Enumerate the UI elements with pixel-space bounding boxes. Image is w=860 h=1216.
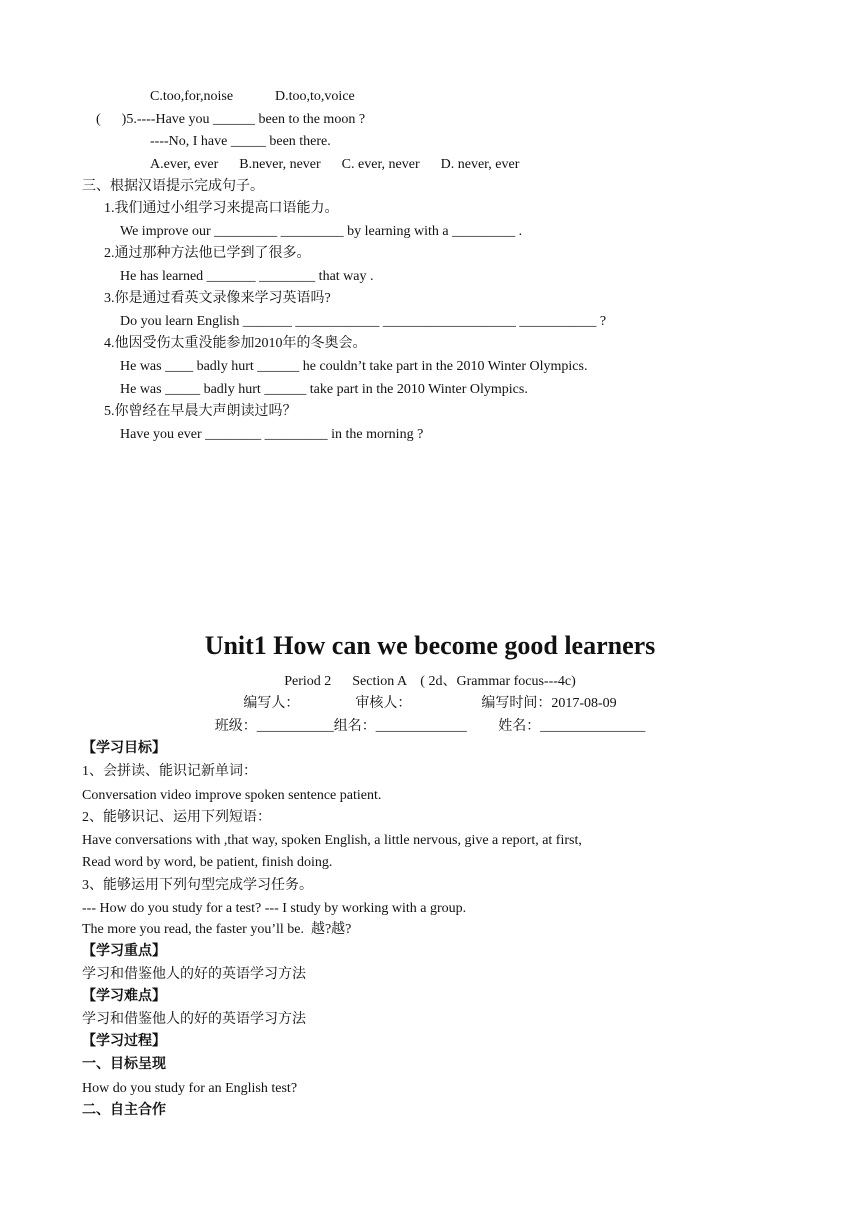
sentence2-chinese: 2.通过那种方法他已学到了很多。 bbox=[104, 246, 311, 261]
goal-2-phrases-1: Have conversations with ,that way, spoken English, a little nervous, give a report, at first, bbox=[82, 833, 582, 848]
sentence4-english-2: He was _____ badly hurt ______ take part in the 2010 Winter Olympics. bbox=[120, 382, 528, 397]
section3-heading: 三、根据汉语提示完成句子。 bbox=[82, 179, 264, 194]
process-step-2-heading: 二、自主合作 bbox=[82, 1103, 166, 1118]
process-heading: 【学习过程】 bbox=[82, 1034, 166, 1049]
sentence2-english: He has learned _______ ________ that way . bbox=[120, 269, 374, 284]
goal-3-sentence-2: The more you read, the faster you’ll be. 越?越? bbox=[82, 922, 352, 937]
unit-title: Unit1 How can we become good learners bbox=[204, 631, 656, 660]
period-line: Period 2 Section A ( 2d、Grammar focus---4c) bbox=[284, 674, 576, 689]
goal-3: 3、能够运用下列句型完成学习任务。 bbox=[82, 878, 313, 893]
process-step-1-text: How do you study for an English test? bbox=[82, 1081, 298, 1096]
goal-3-sentence-1: --- How do you study for a test? --- I study by working with a group. bbox=[82, 901, 467, 916]
process-step-1-heading: 一、目标呈现 bbox=[82, 1057, 166, 1072]
sentence4-english-1: He was ____ badly hurt ______ he couldn’t take part in the 2010 Winter Olympics. bbox=[120, 359, 588, 374]
sentence3-chinese: 3.你是通过看英文录像来学习英语吗? bbox=[104, 291, 331, 306]
goal-1: 1、会拼读、能识记新单词： bbox=[82, 764, 257, 779]
goal-2: 2、能够识记、运用下列短语： bbox=[82, 810, 271, 825]
q5-options: A.ever, ever B.never, never C. ever, never D. never, ever bbox=[150, 157, 520, 172]
difficulties-heading: 【学习难点】 bbox=[82, 989, 166, 1004]
key-points-text: 学习和借鉴他人的好的英语学习方法 bbox=[82, 967, 306, 982]
sentence5-english: Have you ever ________ _________ in the morning ? bbox=[120, 427, 424, 442]
q4-options-c-d: C.too,for,noise D.too,to,voice bbox=[150, 89, 355, 104]
sentence1-english: We improve our _________ _________ by learning with a _________ . bbox=[120, 224, 523, 239]
goal-1-words: Conversation video improve spoken sentence patient. bbox=[82, 788, 382, 803]
key-points-heading: 【学习重点】 bbox=[82, 944, 166, 959]
sentence3-english: Do you learn English _______ ____________ ___________________ ___________ ? bbox=[120, 314, 607, 329]
goals-heading: 【学习目标】 bbox=[82, 741, 166, 756]
authors-line: 编写人： 审核人： 编写时间：2017-08-09 bbox=[243, 696, 617, 711]
q5-answer: ----No, I have _____ been there. bbox=[150, 134, 331, 149]
difficulties-text: 学习和借鉴他人的好的英语学习方法 bbox=[82, 1012, 306, 1027]
class-line: 班级：___________组名：_____________ 姓名：_______________ bbox=[214, 719, 646, 734]
sentence1-chinese: 1.我们通过小组学习来提高口语能力。 bbox=[104, 201, 339, 216]
sentence4-chinese: 4.他因受伤太重没能参加2010年的冬奥会。 bbox=[104, 336, 367, 351]
sentence5-chinese: 5.你曾经在早晨大声朗读过吗？ bbox=[104, 404, 297, 419]
q5-question: ( )5.----Have you ______ been to the moon ? bbox=[96, 112, 366, 127]
goal-2-phrases-2: Read word by word, be patient, finish doing. bbox=[82, 855, 333, 870]
